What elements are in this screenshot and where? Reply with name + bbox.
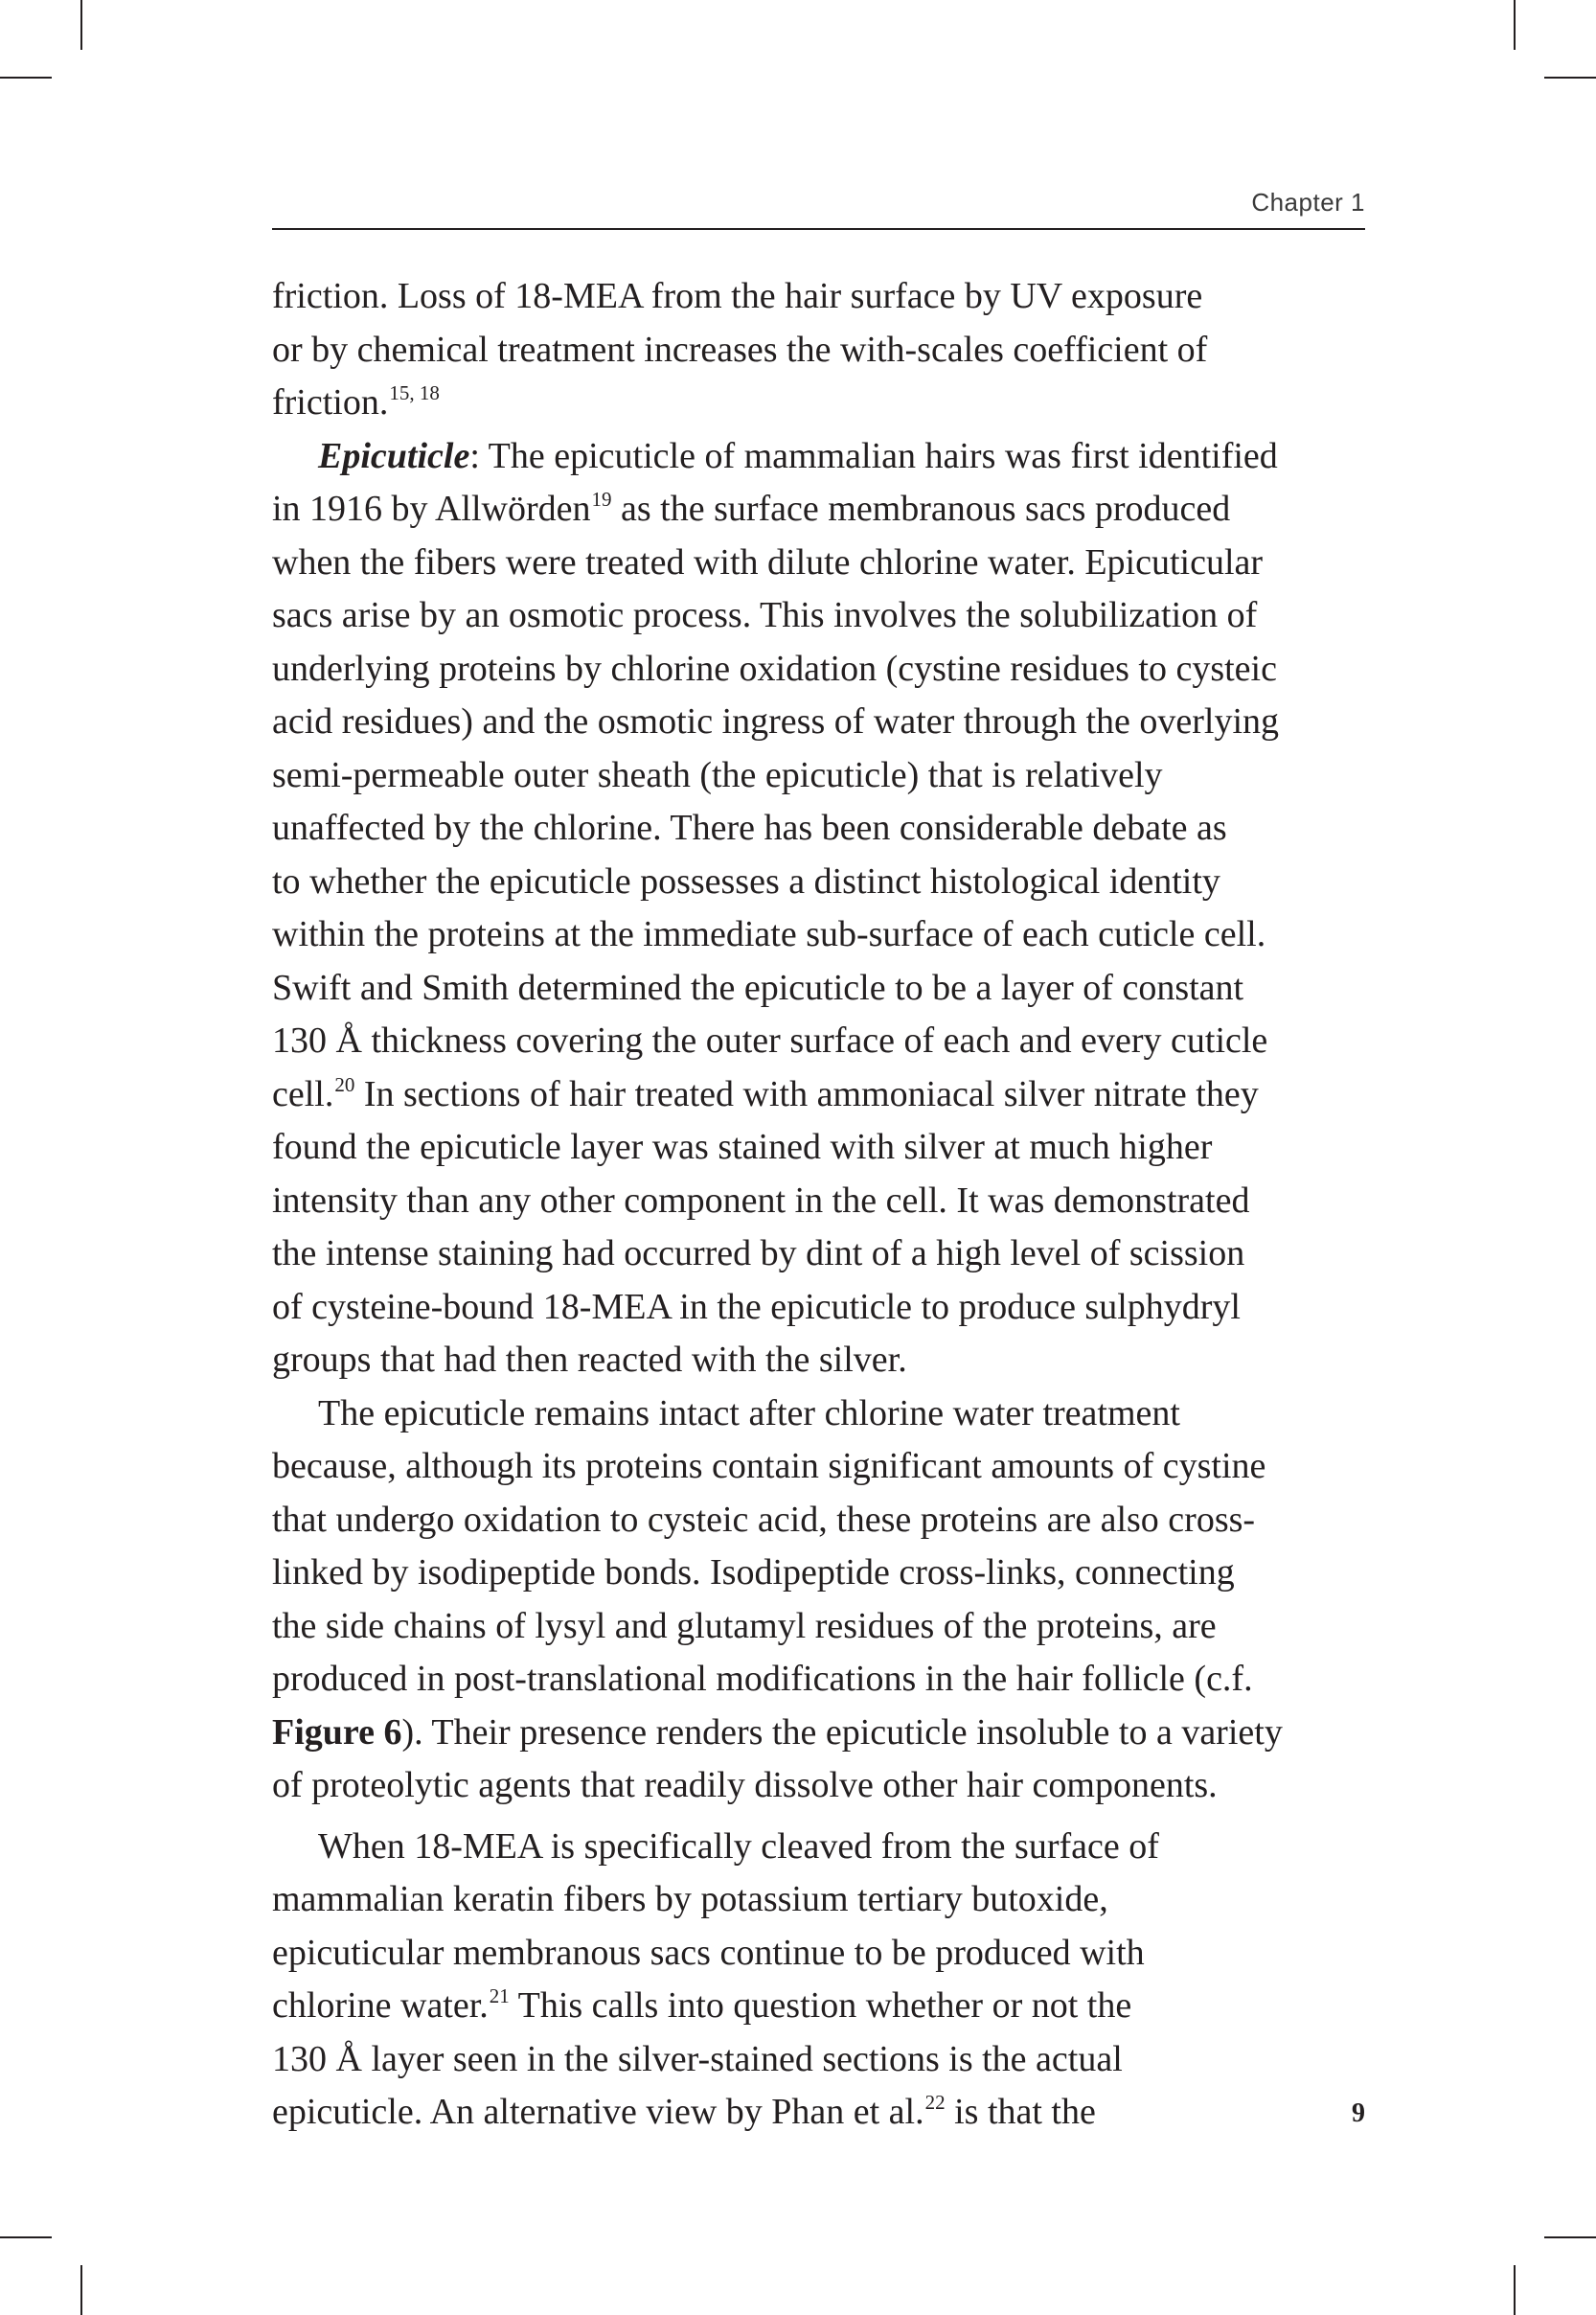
- text-line: [272, 643, 1383, 697]
- text-line: [272, 856, 1383, 909]
- text-run: : The epicuticle of mammalian hairs was first identified: [469, 435, 1278, 476]
- text-run: sacs arise by an osmotic process. This involves the solubilization of: [272, 595, 1258, 635]
- text-line: [272, 696, 1383, 749]
- text-line: [272, 1600, 1383, 1654]
- text-run: groups that had then reacted with the silver.: [272, 1340, 907, 1380]
- text-line: [272, 1068, 1383, 1122]
- text-run: within the proteins at the immediate sub-surface of each cuticle cell.: [272, 914, 1266, 954]
- text-line: [272, 749, 1383, 803]
- text-line: [272, 1121, 1383, 1175]
- text-run: or by chemical treatment increases the with-scales coefficient of: [272, 329, 1208, 370]
- crop-mark-bottom-right: [1514, 2265, 1516, 2315]
- text-line: [272, 1547, 1383, 1600]
- text-run: ). Their presence renders the epicuticle insoluble to a variety: [401, 1711, 1283, 1753]
- text-line: [272, 1653, 1383, 1707]
- text-run: acid residues) and the osmotic ingress of water through the overlying: [272, 701, 1280, 742]
- emphasis-run: Epicuticle: [318, 435, 470, 476]
- text-line: [272, 430, 1383, 484]
- text-line: [272, 802, 1383, 856]
- text-run: epicuticular membranous sacs continue to be produced with: [272, 1932, 1145, 1973]
- text-line: [272, 1759, 1383, 1813]
- text-line: [272, 1707, 1383, 1760]
- text-run: 130 Å layer seen in the silver-stained sections is the actual: [272, 2038, 1123, 2079]
- footnote-ref: 15, 18: [389, 381, 440, 404]
- text-run: The epicuticle remains intact after chlorine water treatment: [318, 1392, 1180, 1433]
- crop-mark-top-right-h: [1544, 77, 1596, 79]
- text-run: of cysteine-bound 18-MEA in the epicuticle to produce sulphydryl: [272, 1286, 1241, 1327]
- text-line: [272, 324, 1383, 378]
- text-run: underlying proteins by chlorine oxidation (cystine residues to cysteic: [272, 648, 1277, 689]
- text-line: [272, 962, 1383, 1016]
- text-run: that undergo oxidation to cysteic acid, these proteins are also cross-: [272, 1499, 1256, 1540]
- text-line: [272, 270, 1383, 324]
- footnote-ref: 20: [334, 1072, 355, 1096]
- text-run: to whether the epicuticle possesses a distinct histological identity: [272, 860, 1220, 902]
- text-line: [272, 908, 1383, 962]
- page-number: 9: [1352, 2098, 1365, 2128]
- text-run: when the fibers were treated with dilute chlorine water. Epicuticular: [272, 541, 1264, 583]
- text-run: semi-permeable outer sheath (the epicuticle) that is relatively: [272, 754, 1163, 795]
- crop-mark-top-right: [1514, 0, 1516, 50]
- text-run: cell.: [272, 1073, 334, 1114]
- text-run: produced in post-translational modifications in the hair follicle (c.f.: [272, 1659, 1253, 1699]
- text-run: intensity than any other component in the cell. It was demonstrated: [272, 1180, 1250, 1221]
- crop-mark-top-left: [80, 0, 82, 50]
- text-line: [272, 2086, 1383, 2140]
- text-line: [272, 1227, 1383, 1281]
- text-run: unaffected by the chlorine. There has been considerable debate as: [272, 808, 1227, 848]
- text-line: [272, 1281, 1383, 1335]
- crop-mark-bottom-right-h: [1544, 2236, 1596, 2238]
- text-run: mammalian keratin fibers by potassium tertiary butoxide,: [272, 1879, 1108, 1919]
- text-line: [272, 1387, 1383, 1441]
- text-run: In sections of hair treated with ammoniacal silver nitrate they: [354, 1073, 1259, 1114]
- text-line: [272, 1015, 1383, 1068]
- text-run: the side chains of lysyl and glutamyl residues of the proteins, are: [272, 1605, 1217, 1646]
- text-run: of proteolytic agents that readily dissolve other hair components.: [272, 1765, 1218, 1805]
- text-run: friction. Loss of 18-MEA from the hair surface by UV exposure: [272, 276, 1203, 316]
- body-text: [272, 270, 1383, 2140]
- text-line: [272, 1873, 1383, 1927]
- text-line: [272, 2033, 1383, 2087]
- text-run: This calls into question whether or not the: [509, 1985, 1132, 2026]
- header-rule: [272, 228, 1365, 230]
- text-run: friction.: [272, 382, 389, 423]
- text-line: [272, 589, 1383, 643]
- text-line: [272, 537, 1383, 590]
- footnote-ref: 22: [924, 2091, 946, 2114]
- text-run: as the surface membranous sacs produced: [611, 489, 1231, 529]
- text-run: When 18-MEA is specifically cleaved from the surface of: [318, 1825, 1159, 1867]
- footnote-ref: 21: [489, 1984, 510, 2007]
- text-line: [272, 1334, 1383, 1387]
- text-run: the intense staining had occurred by dint of a high level of scission: [272, 1233, 1245, 1273]
- text-line: [272, 1440, 1383, 1494]
- text-run: chlorine water.: [272, 1985, 489, 2026]
- text-run: because, although its proteins contain significant amounts of cystine: [272, 1446, 1266, 1486]
- crop-mark-bottom-left: [80, 2265, 82, 2315]
- crop-mark-bottom-left-h: [0, 2236, 52, 2238]
- text-run: found the epicuticle layer was stained with silver at much higher: [272, 1127, 1213, 1167]
- emphasis-run: Figure 6: [272, 1711, 402, 1753]
- text-run: linked by isodipeptide bonds. Isodipeptide cross-links, connecting: [272, 1552, 1235, 1593]
- text-run: is that the: [945, 2092, 1096, 2132]
- text-line: [272, 1175, 1383, 1228]
- text-line: [272, 377, 1383, 430]
- text-run: 130 Å thickness covering the outer surface of each and every cuticle: [272, 1020, 1268, 1061]
- text-line: [272, 1494, 1383, 1547]
- text-line: [272, 1927, 1383, 1981]
- text-line: [272, 483, 1383, 537]
- running-head: Chapter 1: [1251, 188, 1365, 217]
- text-run: Swift and Smith determined the epicuticle to be a layer of constant: [272, 967, 1244, 1008]
- footnote-ref: 19: [591, 488, 612, 511]
- text-run: epicuticle. An alternative view by Phan et al.: [272, 2092, 924, 2132]
- crop-mark-top-left-h: [0, 77, 52, 79]
- text-line: [272, 1980, 1383, 2033]
- text-run: in 1916 by Allwörden: [272, 489, 591, 529]
- text-line: [272, 1821, 1383, 1874]
